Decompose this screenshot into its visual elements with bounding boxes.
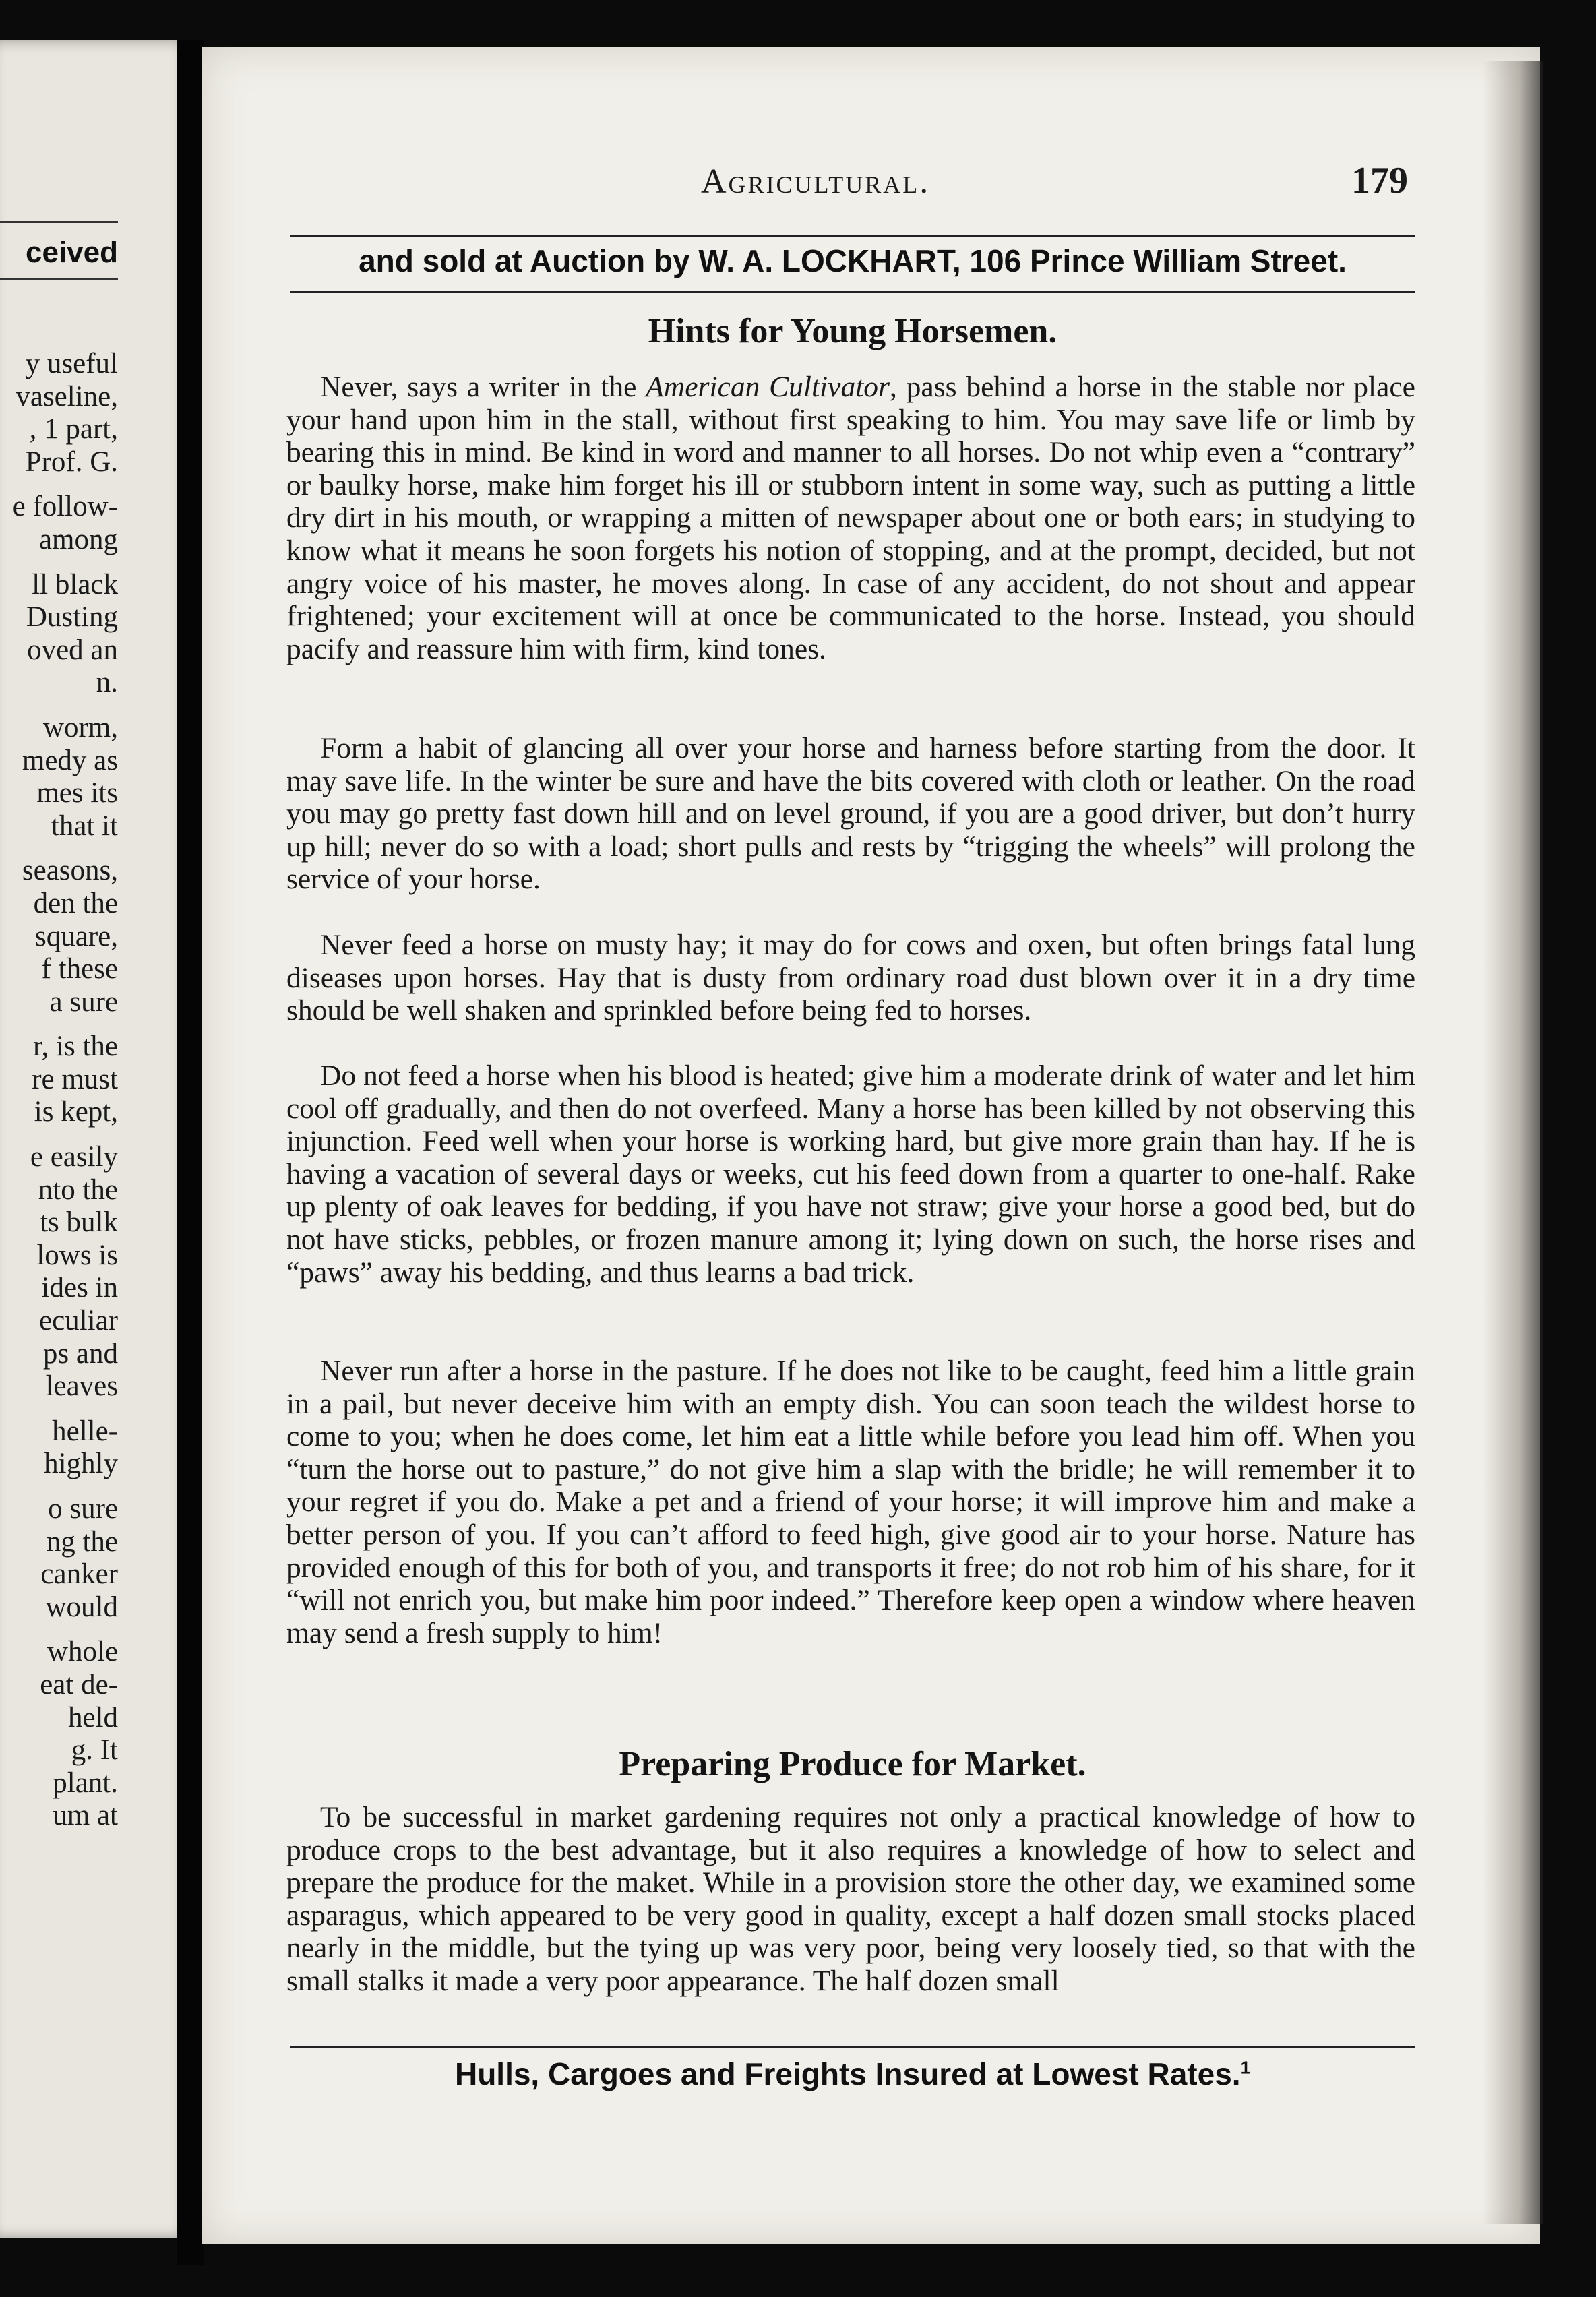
paragraph: To be successful in market gardening requires not only a practical knowledge of how to produce crops to the best advantage, but it also requires a knowledge of how to select and prepare the produce for the maket. While in a provision store the other day, we examined some asparagus, which appeared to be very good in quality, except a half dozen small stocks placed nearly in the middle, but the tying up was very poor, being very loosely tied, so that with the small stalks it made a very poor appearance. The half dozen small — [286, 1801, 1415, 1997]
paragraph: Never feed a horse on musty hay; it may do for cows and oxen, but often brings fatal lung diseases upon horses. Hay that is dusty from ordinary road dust blown over it in a dry time should be well shaken and sprinkled before being fed to horses. — [286, 929, 1415, 1027]
adjacent-text-line — [0, 1128, 118, 1140]
adjacent-text-line — [0, 1480, 118, 1492]
advertisement-banner-top: and sold at Auction by W. A. LOCKHART, 106 Prince William Street. — [359, 243, 1347, 278]
adjacent-text-line: mes its — [36, 777, 118, 809]
adjacent-header-rule-bottom — [0, 278, 118, 280]
header-rule-top — [290, 235, 1415, 237]
footer-rule — [290, 2046, 1415, 2048]
adjacent-text-line: that it — [51, 809, 118, 842]
adjacent-text-line: r, is the — [32, 1031, 118, 1063]
adjacent-text-line: among — [38, 523, 118, 555]
footnote-mark: 1 — [1240, 2057, 1251, 2078]
adjacent-text-line: canker — [40, 1558, 118, 1591]
adjacent-text-line: is kept, — [34, 1096, 118, 1128]
adjacent-text-line: leaves — [45, 1370, 118, 1403]
page-number: 179 — [1351, 160, 1408, 202]
adjacent-text-line: highly — [44, 1448, 118, 1480]
paragraph: Never run after a horse in the pasture. If he does not like to be caught, feed him a little grain in a pail, but never deceive him with an empty dish. You can soon teach the wildest horse to come to you; when he does come, let him eat a little while before you lead him off. When you “turn the horse out to pasture,” do not give him a slap with the bridle; he will remember it to your regret if you do. Make a pet and a friend of your horse; it will improve him and make a better person of you. If you can’t afford to feed high, give good air to your horse. Nature has provided enough of this for both of you, and transports it free; do not rob him of his share, for it “will not enrich you, but make him poor indeed.” Therefore keep open a window where heaven may send a fresh supply to him! — [286, 1355, 1415, 1649]
article-title-horsemen: Hints for Young Horsemen. — [648, 312, 1057, 350]
adjacent-text-line: f these — [41, 953, 118, 985]
source-citation: American Cultivator — [646, 371, 890, 403]
article-title-produce: Preparing Produce for Market. — [619, 1745, 1086, 1783]
book-gutter — [177, 40, 204, 2265]
adjacent-text-line — [0, 1018, 118, 1030]
paragraph-text: , pass behind a horse in the stable nor place your hand upon him in the stall, without first speaking to him. You may save life or limb by bearing this in mind. Be kind in word and manner to all horses. Do not whip even a “contrary” or baulky horse, make him forget his ill or stubborn intent in some way, such as putting a little dry dirt in his mouth, or wrapping a mitten of newspaper about one or both ears; in studying to know what it means he soon forgets his notion of stopping, and at the prompt, decided, but not angry voice of his master, he moves along. In case of any accident, do not shout and appear frightened; your excitement will at once be communicated to the horse. Instead, you should pacify and reassure him with firm, kind tones. — [286, 371, 1415, 665]
adjacent-text-line — [0, 478, 118, 490]
adjacent-text-line: vaseline, — [16, 380, 118, 412]
paragraph: Form a habit of glancing all over your horse and harness before starting from the door. It may save life. In the winter be sure and have the bits covered with cloth or leather. On the road you may go pretty fast down hill and on level ground, if you are a good driver, but don’t hurry up hill; never do so with a load; short pulls and rests by “trigging the wheels” will prolong the service of your horse. — [286, 732, 1415, 896]
adjacent-text-line: oved an — [27, 634, 118, 666]
advertisement-banner-bottom — [290, 2056, 1415, 2092]
adjacent-text-line: seasons, — [22, 855, 118, 887]
adjacent-header-rule — [0, 221, 118, 223]
adjacent-text-line: um at — [53, 1800, 118, 1832]
adjacent-text-line: ll black — [32, 568, 118, 601]
adjacent-header: ceived — [26, 236, 118, 269]
running-head: Agricultural. — [701, 162, 931, 201]
adjacent-text-line: y useful — [25, 348, 118, 379]
adjacent-text-line: e easily — [30, 1141, 118, 1173]
adjacent-text-line: g. It — [71, 1734, 118, 1767]
adjacent-text-line: e follow- — [12, 491, 118, 523]
adjacent-text-line: worm, — [42, 711, 118, 743]
adjacent-text-line — [0, 1623, 118, 1635]
adjacent-text-line: ng the — [46, 1525, 118, 1558]
adjacent-text-line: nto the — [38, 1173, 118, 1206]
adjacent-text-line: ts bulk — [40, 1206, 118, 1239]
adjacent-text-line: ides in — [41, 1272, 118, 1304]
adjacent-text-line: eat de- — [40, 1668, 118, 1701]
adjacent-text-line — [0, 842, 118, 854]
adjacent-text-line: square, — [35, 920, 118, 952]
adjacent-text-column — [0, 347, 118, 1832]
adjacent-text-line: whole — [47, 1636, 118, 1668]
adjacent-text-line: medy as — [22, 744, 118, 776]
paragraph-text: Never, says a writer in the — [320, 371, 646, 403]
adjacent-text-line: Prof. G. — [25, 446, 118, 478]
adjacent-text-line: a sure — [49, 985, 118, 1018]
paragraph: Do not feed a horse when his blood is heated; give him a moderate drink of water and let him cool off gradually, and then do not overfeed. Many a horse has been killed by not observing this injunction. Feed well when your horse is working hard, but give more grain than hay. If he is having a vacation of several days or weeks, cut his feed down from a quarter to one-half. Rake up plenty of oak leaves for bedding, if you have not straw; give your horse a good bed, but do not have sticks, pebbles, or frozen manure among it; lying down on such, the horse rises and “paws” away his bedding, and thus learns a bad trick. — [286, 1060, 1415, 1289]
adjacent-text-line: lows is — [36, 1239, 118, 1271]
adjacent-text-line: den the — [33, 887, 118, 919]
adjacent-text-line: Dusting — [26, 601, 118, 634]
paragraph — [286, 371, 1415, 665]
adjacent-text-line — [0, 1403, 118, 1415]
banner-text: Hulls, Cargoes and Freights Insured at Lowest Rates. — [454, 2056, 1241, 2091]
adjacent-text-line: held — [67, 1701, 118, 1734]
adjacent-page-fragment — [0, 40, 192, 2238]
adjacent-text-line: o sure — [48, 1493, 118, 1525]
adjacent-text-line: would — [45, 1591, 118, 1623]
adjacent-text-line: , 1 part, — [29, 413, 118, 446]
adjacent-text-line: eculiar — [39, 1305, 118, 1337]
adjacent-text-line — [0, 556, 118, 568]
adjacent-text-line: ps and — [42, 1337, 118, 1370]
adjacent-text-line: helle- — [52, 1415, 118, 1447]
adjacent-text-line: n. — [96, 667, 118, 699]
adjacent-text-line — [0, 699, 118, 711]
header-rule-bottom — [290, 291, 1415, 293]
adjacent-text-line: plant. — [53, 1767, 118, 1799]
adjacent-text-line: re must — [32, 1063, 118, 1095]
